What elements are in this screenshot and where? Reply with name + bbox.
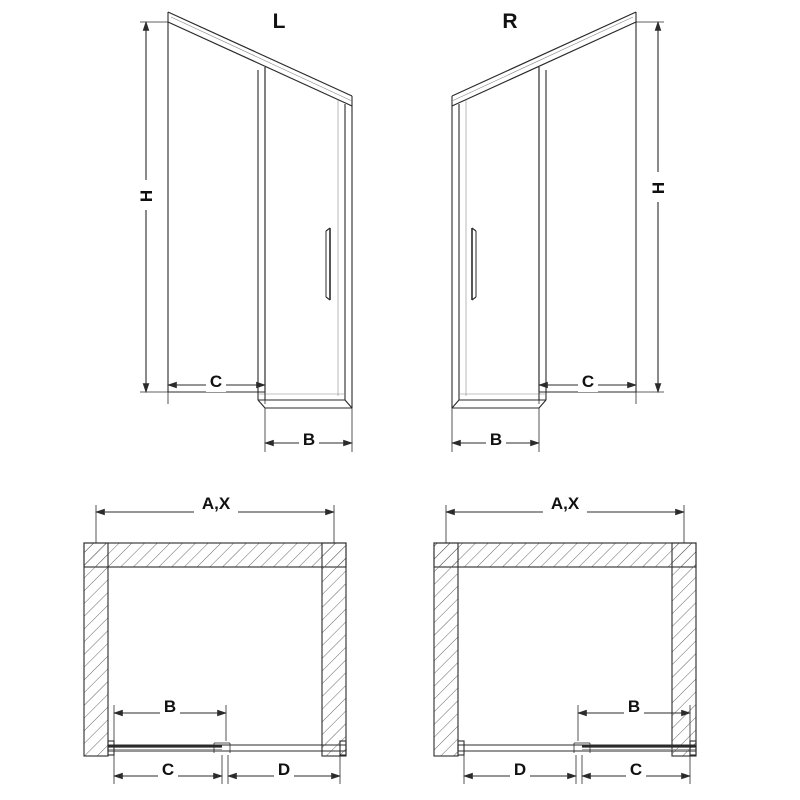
dimension-label-B-plan-right: B (627, 697, 641, 716)
elevation-right-view (452, 12, 664, 452)
elevation-left-view (140, 12, 352, 452)
dimension-label-C-plan-right: C (629, 760, 643, 779)
plan-left-view (84, 505, 346, 784)
dimension-label-C-elev-right: C (581, 372, 595, 391)
dimension-label-B-elev-right: B (489, 430, 503, 449)
view-label-L: L (272, 10, 286, 33)
dimension-label-AX-plan-right: A,X (550, 494, 580, 513)
plan-right-view (434, 505, 696, 784)
dimension-label-H-left: H (137, 189, 156, 203)
dimension-label-D-plan-left: D (277, 760, 291, 779)
dimension-label-D-plan-right: D (513, 760, 527, 779)
dimension-label-C-plan-left: C (161, 760, 175, 779)
dimension-label-H-right: H (649, 181, 668, 195)
dimension-label-B-plan-left: B (163, 697, 177, 716)
dimension-label-C-elev-left: C (209, 372, 223, 391)
view-label-R: R (502, 10, 518, 33)
dimension-label-B-elev-left: B (302, 430, 316, 449)
dimension-label-AX-plan-left: A,X (201, 494, 231, 513)
